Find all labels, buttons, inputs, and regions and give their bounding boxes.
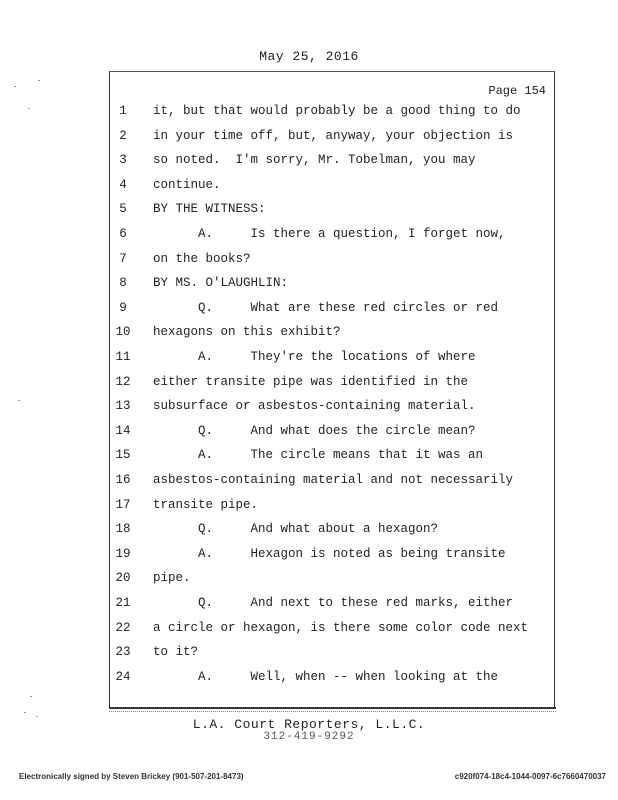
scan-speck: [18, 400, 20, 401]
court-reporter-company: L.A. Court Reporters, L.L.C.: [192, 717, 426, 732]
transcript-line-text: A. The circle means that it was an: [153, 448, 484, 462]
transcript-line-text: Q. And what about a hexagon?: [153, 522, 439, 536]
scan-speck: [14, 86, 16, 87]
transcript-line-text: transite pipe.: [153, 498, 259, 512]
transcript-line-text: either transite pipe was identified in the: [153, 375, 469, 389]
line-number: 1: [119, 104, 127, 118]
scan-speck: [30, 696, 32, 697]
line-number: 10: [115, 325, 131, 339]
transcript-line-text: in your time off, but, anyway, your objection is: [153, 129, 514, 143]
page-bottom-rule: [109, 707, 556, 709]
line-number: 4: [119, 178, 127, 192]
transcript-line-text: BY THE WITNESS:: [153, 202, 266, 216]
line-number: 15: [115, 448, 131, 462]
line-number: 22: [115, 621, 131, 635]
transcript-date: May 25, 2016: [259, 49, 359, 64]
transcript-line-text: subsurface or asbestos-containing material.: [153, 399, 476, 413]
line-number: 5: [119, 202, 127, 216]
transcript-line-text: a circle or hexagon, is there some color code next: [153, 621, 529, 635]
scan-speck: [24, 712, 26, 713]
transcript-line-text: asbestos-containing material and not necessarily: [153, 473, 514, 487]
transcript-line-text: on the books?: [153, 252, 251, 266]
transcript-line-text: A. Well, when -- when looking at the: [153, 670, 499, 684]
line-number: 18: [115, 522, 131, 536]
line-number: 12: [115, 375, 131, 389]
line-number: 13: [115, 399, 131, 413]
line-number: 24: [115, 670, 131, 684]
transcript-line-text: Q. And next to these red marks, either: [153, 596, 514, 610]
page-number: Page 154: [488, 84, 546, 98]
transcript-line-text: it, but that would probably be a good thing to do: [153, 104, 521, 118]
scan-speck: [38, 80, 40, 81]
transcript-line-text: so noted. I'm sorry, Mr. Tobelman, you may: [153, 153, 476, 167]
line-number: 2: [119, 129, 127, 143]
court-reporter-phone: 312-419-9292: [263, 731, 355, 743]
transcript-line-text: Q. And what does the circle mean?: [153, 424, 476, 438]
scan-speck: [36, 716, 38, 717]
transcript-line-text: Q. What are these red circles or red: [153, 301, 499, 315]
transcript-line-text: hexagons on this exhibit?: [153, 325, 341, 339]
line-number: 3: [119, 153, 127, 167]
electronic-signature-note: Electronically signed by Steven Brickey (901-507-201-8473): [19, 772, 244, 781]
line-number: 21: [115, 596, 131, 610]
transcript-line-text: continue.: [153, 178, 221, 192]
line-number: 7: [119, 252, 127, 266]
line-number: 9: [119, 301, 127, 315]
transcript-line-text: A. Hexagon is noted as being transite: [153, 547, 506, 561]
line-number: 8: [119, 276, 127, 290]
line-number: 6: [119, 227, 127, 241]
page-bottom-rule-dotted: [109, 711, 556, 712]
line-number: 23: [115, 645, 131, 659]
line-number: 16: [115, 473, 131, 487]
transcript-line-text: pipe.: [153, 571, 191, 585]
transcript-line-text: A. Is there a question, I forget now,: [153, 227, 506, 241]
line-number: 14: [115, 424, 131, 438]
transcript-line-text: BY MS. O'LAUGHLIN:: [153, 276, 289, 290]
line-number: 20: [115, 571, 131, 585]
transcript-line-text: A. They're the locations of where: [153, 350, 476, 364]
transcript-line-text: to it?: [153, 645, 199, 659]
line-number: 19: [115, 547, 131, 561]
line-number: 11: [115, 350, 131, 364]
line-number: 17: [115, 498, 131, 512]
document-hash: c920f074-18c4-1044-0097-6c7660470037: [454, 772, 606, 781]
scan-speck: [28, 108, 30, 109]
